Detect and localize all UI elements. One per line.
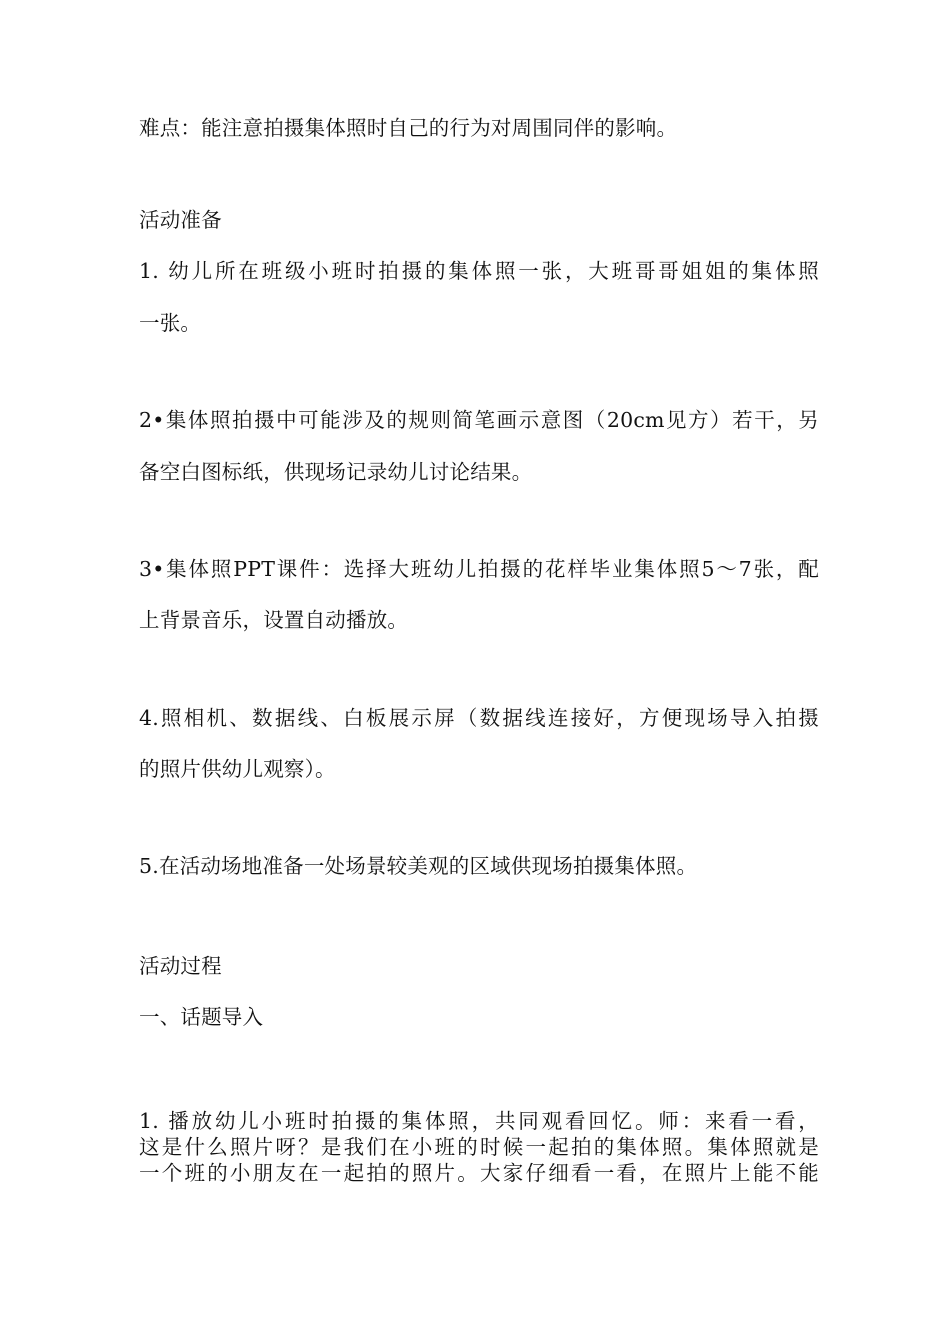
prep-item-1-line-2: 一张。	[139, 311, 202, 335]
prep-item-1-line-1: 1. 幼儿所在班级小班时拍摄的集体照一张，大班哥哥姐姐的集体照	[139, 259, 819, 283]
step-1-line-2: 这是什么照片呀？是我们在小班的时候一起拍的集体照。集体照就是	[139, 1135, 819, 1159]
prep-item-5: 5.在活动场地准备一处场景较美观的区域供现场拍摄集体照。	[139, 854, 698, 878]
prep-item-4-line-2: 的照片供幼儿观察）。	[139, 757, 336, 781]
prep-item-2-line-1: 2•集体照拍摄中可能涉及的规则简笔画示意图（20cm见方）若干，另	[139, 408, 819, 432]
section-1-heading: 一、话题导入	[139, 1005, 264, 1029]
prep-heading: 活动准备	[139, 208, 222, 232]
difficulty-text: 难点：能注意拍摄集体照时自己的行为对周围同伴的影响。	[139, 116, 678, 140]
process-heading: 活动过程	[139, 954, 222, 978]
prep-item-2-line-2: 备空白图标纸，供现场记录幼儿讨论结果。	[139, 460, 533, 484]
prep-item-3-line-1: 3•集体照PPT课件：选择大班幼儿拍摄的花样毕业集体照5〜7张，配	[139, 557, 819, 581]
prep-item-3-line-2: 上背景音乐，设置自动播放。	[139, 608, 409, 632]
step-1-line-1: 1. 播放幼儿小班时拍摄的集体照，共同观看回忆。师：来看一看，	[139, 1109, 819, 1133]
step-1-line-3: 一个班的小朋友在一起拍的照片。大家仔细看一看，在照片上能不能	[139, 1161, 819, 1185]
prep-item-4-line-1: 4.照相机、数据线、白板展示屏（数据线连接好，方便现场导入拍摄	[139, 706, 819, 730]
